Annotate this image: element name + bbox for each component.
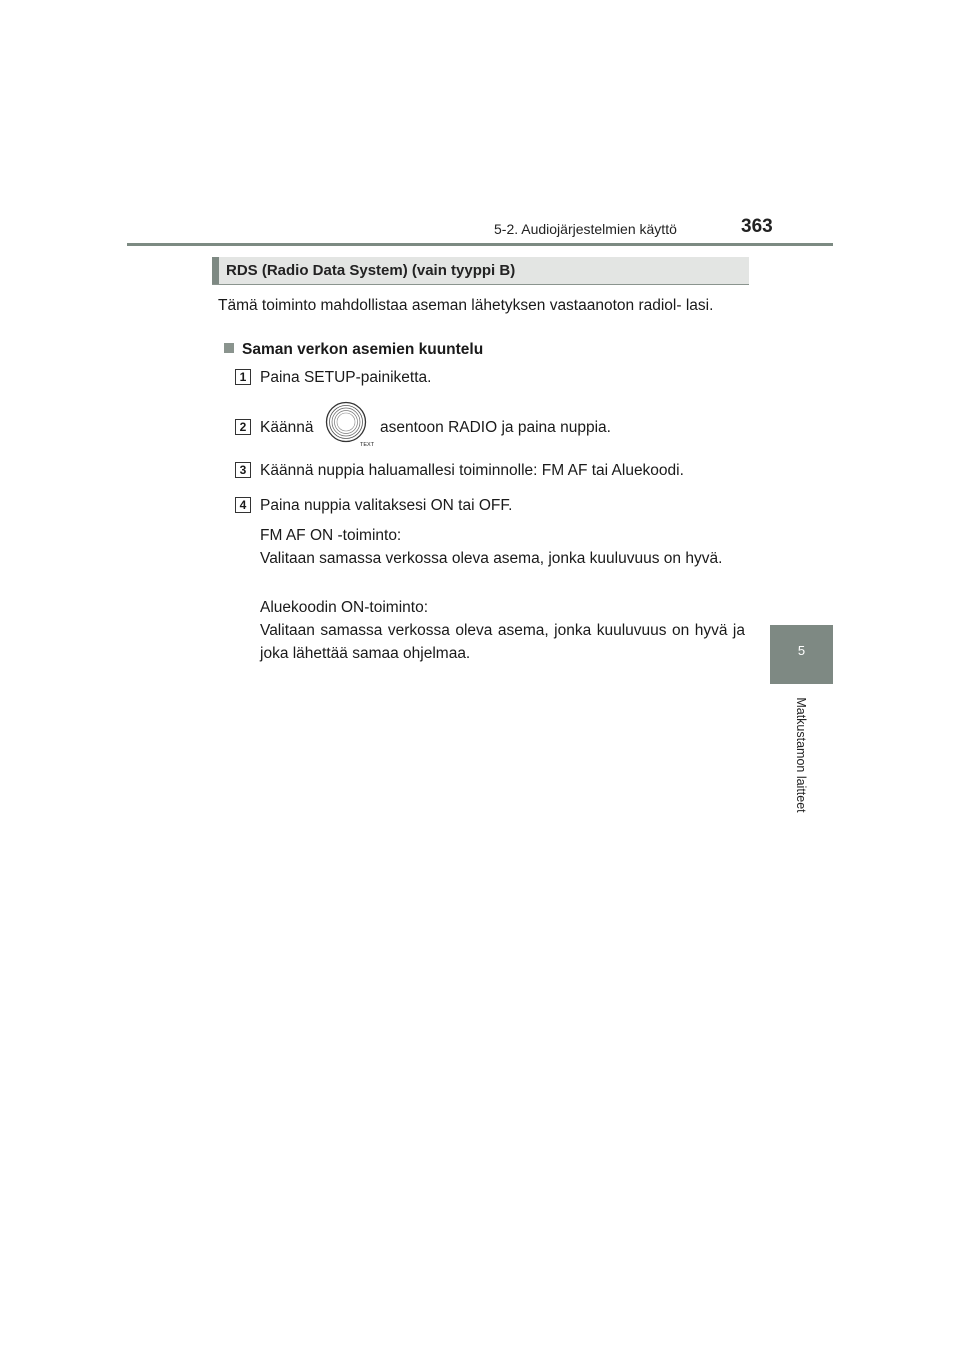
- note-title-aluekoodi: Aluekoodin ON-toiminto:: [260, 599, 428, 616]
- note-title-fm-af: FM AF ON -toiminto:: [260, 527, 402, 544]
- subheading-text: Saman verkon asemien kuuntelu: [242, 341, 484, 358]
- step-text-3: Käännä nuppia haluamallesi toiminnolle: FM AF tai Aluekoodi.: [260, 462, 684, 479]
- chapter-number: 5: [797, 643, 806, 658]
- step-text-2-before: Käännä: [260, 419, 314, 436]
- note-text-aluekoodi: Valitaan samassa verkossa oleva asema, jonka kuuluvuus on hyvä ja joka lähettää samaa ohjelmaa.: [260, 622, 745, 662]
- step-text-2-after: asentoon RADIO ja paina nuppia.: [380, 419, 611, 436]
- header-section-title: 5-2. Audiojärjestelmien käyttö: [494, 221, 677, 237]
- step-number-4: 4: [235, 497, 251, 513]
- note-text-fm-af: Valitaan samassa verkossa oleva asema, jonka kuuluvuus on hyvä.: [260, 550, 723, 567]
- knob-label: TEXT: [360, 442, 375, 448]
- tune-knob-icon: [324, 401, 375, 448]
- square-bullet-icon: [224, 343, 234, 353]
- section-title: RDS (Radio Data System) (vain tyyppi B): [226, 262, 516, 279]
- chapter-label: Matkustamon laitteet: [794, 697, 808, 813]
- step-number-2: 2: [235, 419, 251, 435]
- step-number-1: 1: [235, 369, 251, 385]
- header-rule: [127, 243, 833, 246]
- page-number: 363: [741, 216, 773, 237]
- step-text-1: Paina SETUP-painiketta.: [260, 369, 432, 386]
- intro-paragraph: Tämä toiminto mahdollistaa aseman lähetyksen vastaanoton radiol- lasi.: [218, 297, 714, 314]
- subheading: [224, 341, 483, 359]
- step-text-4: Paina nuppia valitaksesi ON tai OFF.: [260, 497, 513, 514]
- step-number-3: 3: [235, 462, 251, 478]
- chapter-tab: [770, 625, 833, 684]
- section-heading-bar: [212, 257, 749, 285]
